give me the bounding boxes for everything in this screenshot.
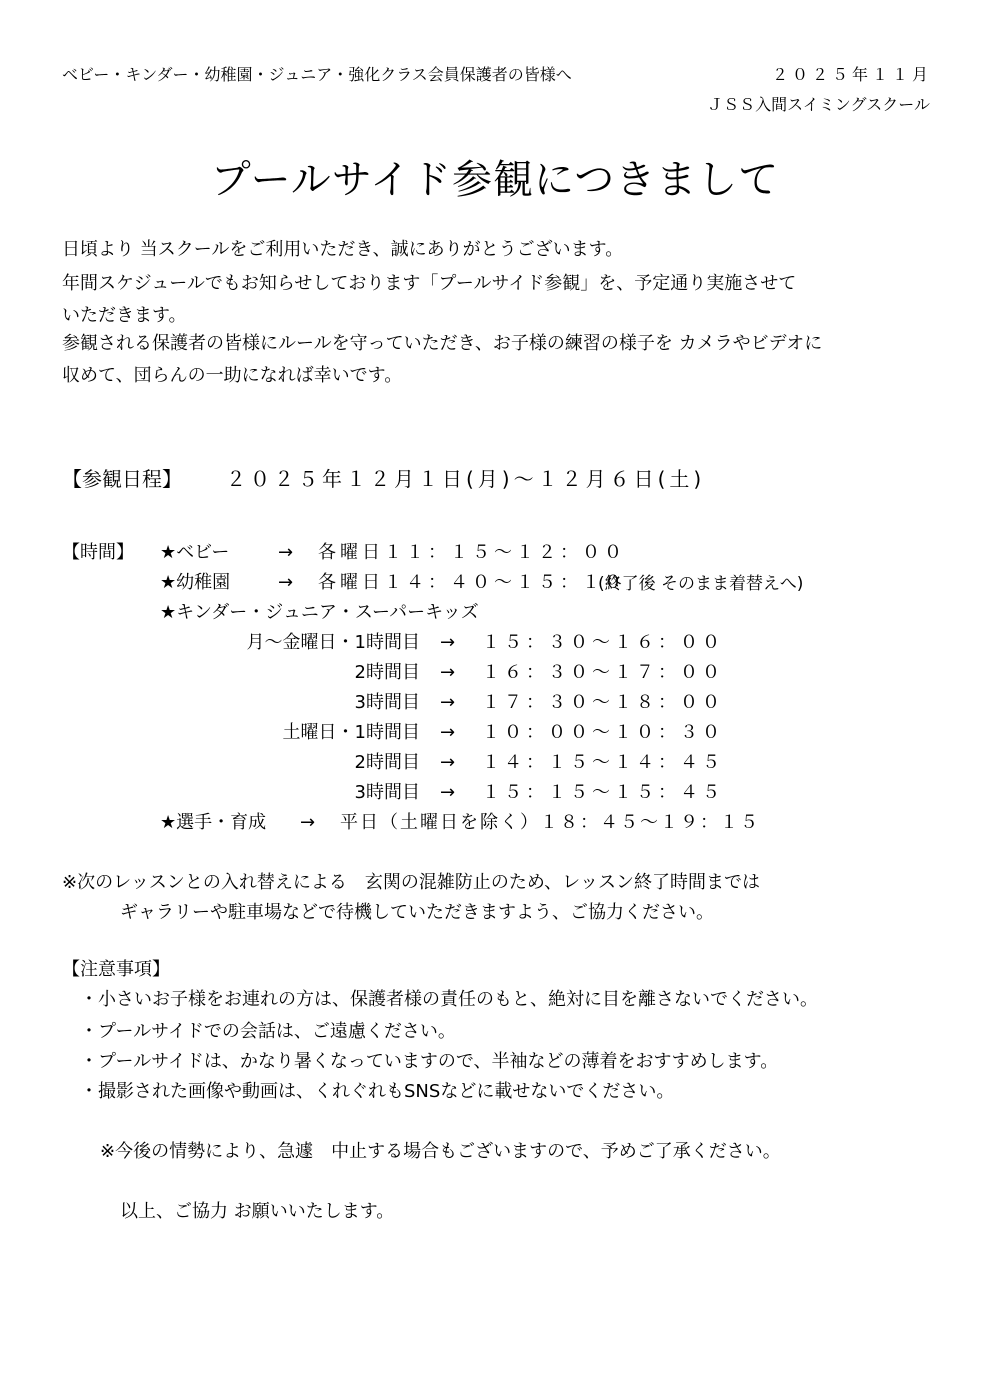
sender: ＪＳＳ入間スイミングスクール bbox=[707, 95, 930, 114]
saturday-slot-time: １４：１５～１４：４５ bbox=[482, 752, 724, 773]
waiting-note: ※次のレッスンとの入れ替えによる 玄関の混雑防止のため、レッスン終了時間までは bbox=[62, 872, 760, 893]
cautions-label: 【注意事項】 bbox=[62, 959, 170, 980]
intro-line: 年間スケジュールでもお知らせしております「プールサイド参観」を、予定通り実施させて bbox=[62, 273, 797, 294]
cancel-note: ※今後の情勢により、急遽 中止する場合もございますので、予めご了承ください。 bbox=[100, 1141, 781, 1162]
issue-date: ２０２５年１１月 bbox=[772, 65, 933, 84]
caution-item: ・小さいお子様をお連れの方は、保護者様の責任のもと、絶対に目を離さないでください。 bbox=[80, 989, 818, 1010]
caution-item: ・撮影された画像や動画は、くれぐれもSNSなどに載せないでください。 bbox=[80, 1081, 675, 1102]
page-title: プールサイド参観につきまして bbox=[210, 157, 780, 203]
intro-line: いただきます。 bbox=[62, 305, 187, 326]
arrow: → bbox=[440, 722, 456, 743]
arrow: → bbox=[440, 632, 456, 653]
weekday-slot-label: 月～金曜日・1時間目 bbox=[246, 632, 420, 653]
intro-line: 参観される保護者の皆様にルールを守っていただき、お子様の練習の様子を カメラやビデオに bbox=[62, 333, 823, 354]
weekday-slot-label: 3時間目 bbox=[354, 692, 420, 713]
caution-item: ・プールサイドは、かなり暑くなっていますので、半袖などの薄着をおすすめします。 bbox=[80, 1051, 779, 1072]
kinder-class: ★幼稚園 bbox=[160, 572, 231, 593]
schedule-dates: ２０２５年１２月１日(月)～１２月６日(土) bbox=[226, 467, 706, 491]
arrow: → bbox=[440, 662, 456, 683]
waiting-note: ギャラリーや駐車場などで待機していただきますよう、ご協力ください。 bbox=[120, 902, 714, 923]
arrow: → bbox=[278, 542, 294, 563]
kinder-time: 各曜日１４：４０～１５：１０ bbox=[318, 572, 626, 593]
schedule-label: 【参観日程】 bbox=[62, 467, 182, 491]
saturday-slot-time: １５：１５～１５：４５ bbox=[482, 782, 724, 803]
arrow: → bbox=[300, 812, 316, 833]
weekday-slot-label: 2時間目 bbox=[354, 662, 420, 683]
saturday-slot-label: 3時間目 bbox=[354, 782, 420, 803]
baby-time: 各曜日１１：１５～１２：００ bbox=[318, 542, 626, 563]
athletes-class: ★選手・育成 bbox=[160, 812, 267, 833]
baby-class: ★ベビー bbox=[160, 542, 230, 563]
caution-item: ・プールサイドでの会話は、ご遠慮ください。 bbox=[80, 1021, 456, 1042]
intro-line: 収めて、団らんの一助になれば幸いです。 bbox=[62, 365, 403, 386]
times-label: 【時間】 bbox=[62, 542, 134, 563]
recipients: ベビー・キンダー・幼稚園・ジュニア・強化クラス会員保護者の皆様へ bbox=[62, 65, 572, 84]
kinder-note: (終了後 そのまま着替えへ) bbox=[598, 574, 804, 594]
arrow: → bbox=[440, 752, 456, 773]
saturday-slot-time: １０：００～１０：３０ bbox=[482, 722, 724, 743]
closing: 以上、ご協力 お願いいたします。 bbox=[120, 1201, 395, 1222]
group-classes: ★キンダー・ジュニア・スーパーキッズ bbox=[160, 602, 479, 623]
arrow: → bbox=[278, 572, 294, 593]
weekday-slot-time: １５：３０～１６：００ bbox=[482, 632, 724, 653]
intro-line: 日頃より 当スクールをご利用いただき、誠にありがとうございます。 bbox=[62, 239, 624, 260]
weekday-slot-time: １６：３０～１７：００ bbox=[482, 662, 724, 683]
arrow: → bbox=[440, 782, 456, 803]
weekday-slot-time: １７：３０～１８：００ bbox=[482, 692, 724, 713]
arrow: → bbox=[440, 692, 456, 713]
athletes-time: 平日（土曜日を除く）１８：４５～１９：１５ bbox=[340, 812, 760, 833]
saturday-slot-label: 土曜日・1時間目 bbox=[282, 722, 420, 743]
saturday-slot-label: 2時間目 bbox=[354, 752, 420, 773]
